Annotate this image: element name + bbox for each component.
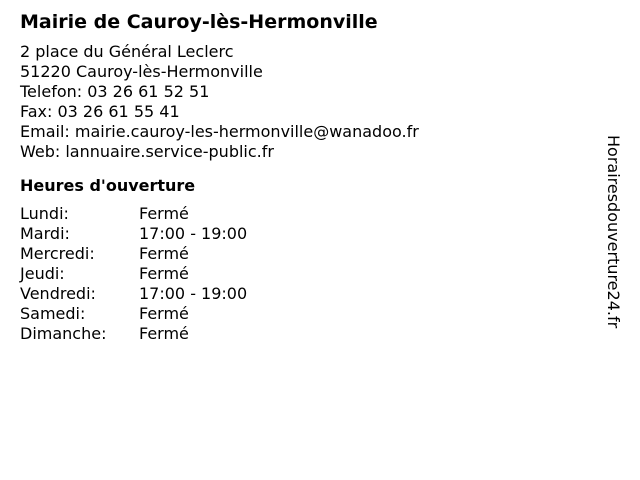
hours-day-value: Fermé [139,324,189,343]
hours-table [20,204,600,344]
hours-row-saturday [20,304,600,324]
hours-day-value: Fermé [139,264,189,283]
fax-line: Fax: 03 26 61 55 41 [20,102,180,121]
hours-day-value: Fermé [139,304,189,323]
hours-row-sunday [20,324,600,344]
site-brand-vertical: Horairesdouverture24.fr [604,135,623,329]
address-line-1: 2 place du Général Leclerc [20,42,234,61]
hours-heading: Heures d'ouverture [20,176,196,195]
place-title: Mairie de Cauroy-lès-Hermonville [20,11,378,33]
hours-row-monday [20,204,600,224]
hours-day-label: Jeudi: [20,264,65,283]
place-card [20,10,600,344]
hours-day-label: Vendredi: [20,284,96,303]
hours-day-value: Fermé [139,244,189,263]
hours-day-label: Mardi: [20,224,70,243]
hours-row-tuesday [20,224,600,244]
email-line: Email: mairie.cauroy-les-hermonville@wanadoo.fr [20,122,419,141]
phone-line: Telefon: 03 26 61 52 51 [20,82,210,101]
hours-day-label: Samedi: [20,304,86,323]
address-line-2: 51220 Cauroy-lès-Hermonville [20,62,263,81]
contact-block [20,42,600,162]
hours-day-label: Dimanche: [20,324,107,343]
hours-day-value: 17:00 - 19:00 [139,224,248,243]
hours-row-wednesday [20,244,600,264]
hours-day-value: Fermé [139,204,189,223]
hours-day-label: Lundi: [20,204,69,223]
web-line: Web: lannuaire.service-public.fr [20,142,274,161]
hours-row-friday [20,284,600,304]
hours-day-label: Mercredi: [20,244,95,263]
hours-day-value: 17:00 - 19:00 [139,284,248,303]
hours-row-thursday [20,264,600,284]
